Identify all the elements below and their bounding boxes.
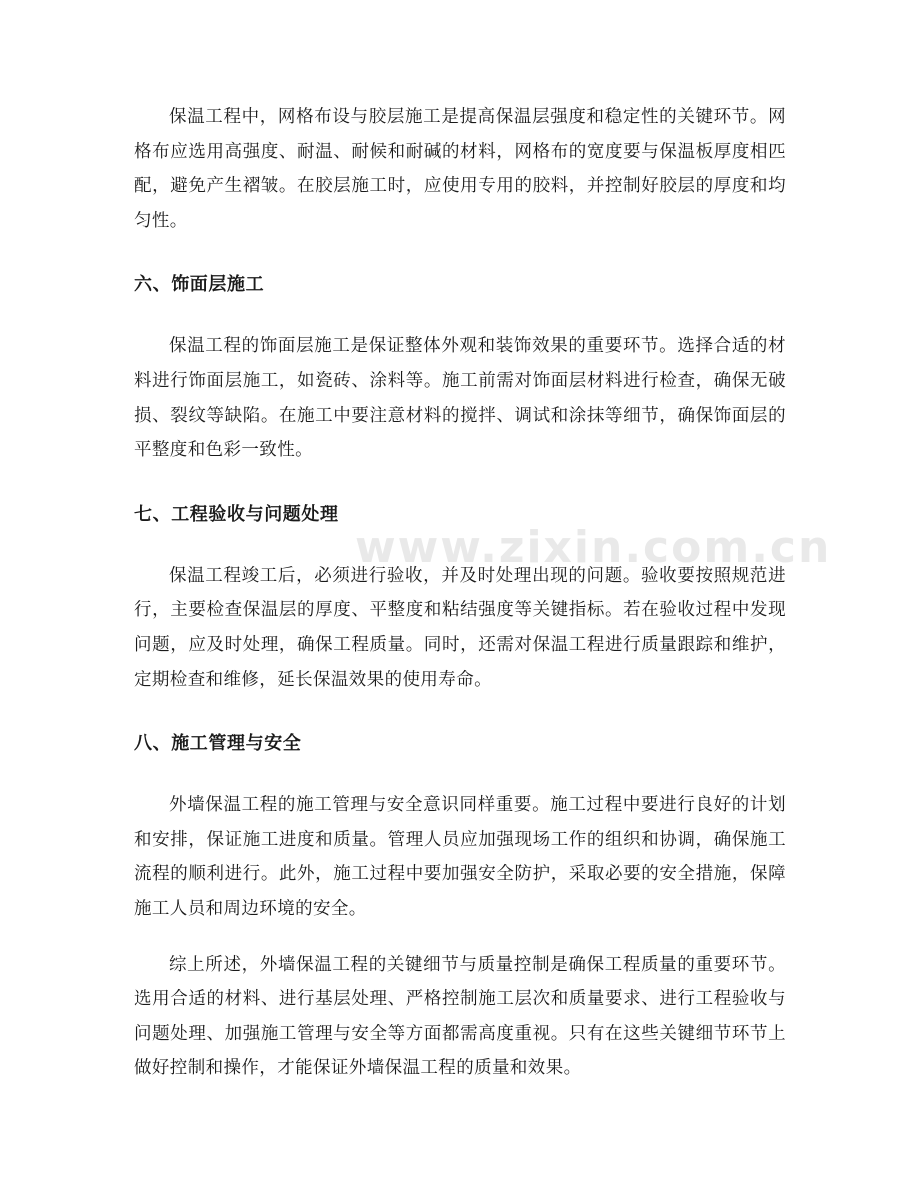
section-body-6: 保温工程的饰面层施工是保证整体外观和装饰效果的重要环节。选择合适的材料进行饰面层施工，如瓷砖、涂料等。施工前需对饰面层材料进行检查，确保无破损、裂纹等缺陷。在施工中要注意材料的搅拌、调试和涂抹等细节，确保饰面层的平整度和色彩一致性。 [134,336,786,461]
section-body-8: 外墙保温工程的施工管理与安全意识同样重要。施工过程中要进行良好的计划和安排，保证施工进度和质量。管理人员应加强现场工作的组织和协调，确保施工流程的顺利进行。此外，施工过程中要加强安全防护，采取必要的安全措施，保障施工人员和周边环境的安全。 [134,795,786,919]
section-heading-6: 六、饰面层施工 [134,274,265,296]
section-body-7: 保温工程竣工后，必须进行验收，并及时处理出现的问题。验收要按照规范进行，主要检查保温层的厚度、平整度和粘结强度等关键指标。若在验收过程中发现问题，应及时处理，确保工程质量。同时，还需对保温工程进行质量跟踪和维护，定期检查和维修，延长保温效果的使用寿命。 [134,565,786,690]
watermark-text: www.zixin.com.cn [355,522,832,573]
section-heading-8: 八、施工管理与安全 [134,733,302,755]
section-heading-7: 七、工程验收与问题处理 [134,503,339,525]
document-page [134,100,786,1086]
conclusion-paragraph: 综上所述，外墙保温工程的关键细节与质量控制是确保工程质量的重要环节。选用合适的材料、进行基层处理、严格控制施工层次和质量要求、进行工程验收与问题处理、加强施工管理与安全等方面都需高度重视。只有在这些关键细节环节上做好控制和操作，才能保证外墙保温工程的质量和效果。 [134,954,786,1079]
intro-paragraph: 保温工程中，网格布设与胶层施工是提高保温层强度和稳定性的关键环节。网格布应选用高强度、耐温、耐候和耐碱的材料，网格布的宽度要与保温板厚度相匹配，避免产生褶皱。在胶层施工时，应使用专用的胶料，并控制好胶层的厚度和均匀性。 [134,107,786,231]
